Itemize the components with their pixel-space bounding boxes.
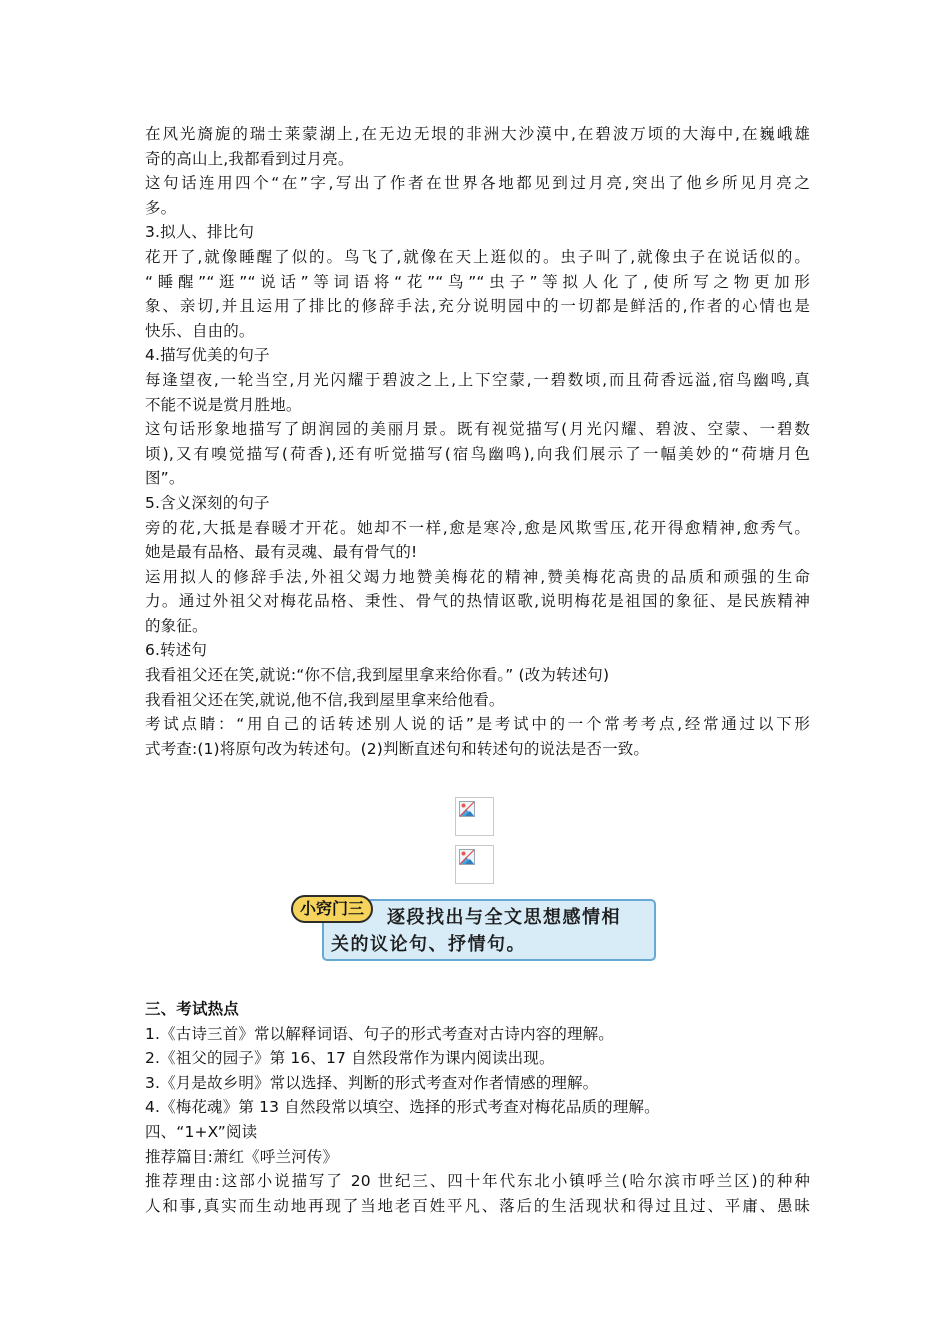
text-line: 图”。 <box>145 469 185 488</box>
text-line: 我看祖父还在笑,就说,他不信,我到屋里拿来给他看。 <box>145 690 505 709</box>
section-heading: 四、“1+X”阅读 <box>145 1122 258 1141</box>
text-line: 快乐、自由的。 <box>145 321 255 340</box>
document-body <box>145 122 810 761</box>
tip-tag: 小窍门三 <box>291 895 373 923</box>
broken-image-icon <box>459 849 475 865</box>
section-heading: 3.拟人、排比句 <box>145 223 254 242</box>
text-line: 她是最有品格、最有灵魂、最有骨气的! <box>145 543 418 562</box>
broken-image-icon <box>459 801 475 817</box>
text-line: 运用拟人的修辞手法,外祖父竭力地赞美梅花的精神,赞美梅花高贵的品质和顽强的生命 <box>145 567 810 586</box>
text-line: 多。 <box>145 198 177 217</box>
text-line: “睡醒”“逛”“说话”等词语将“花”“鸟”“虫子”等拟人化了,使所写之物更加形 <box>145 272 810 291</box>
section-heading: 4.描写优美的句子 <box>145 346 270 365</box>
text-line: 花开了,就像睡醒了似的。鸟飞了,就像在天上逛似的。虫子叫了,就像虫子在说话似的。 <box>145 247 810 266</box>
text-line: 人和事,真实而生动地再现了当地老百姓平凡、落后的生活现状和得过且过、平庸、愚昧 <box>145 1196 810 1215</box>
text-line: 的象征。 <box>145 616 208 635</box>
broken-image-placeholder <box>455 845 494 884</box>
tip-banner <box>291 893 657 963</box>
list-item: 4.《梅花魂》第 13 自然段常以填空、选择的形式考查对梅花品质的理解。 <box>145 1098 660 1117</box>
text-line: 象、亲切,并且运用了排比的修辞手法,充分说明园中的一切都是鲜活的,作者的心情也是 <box>145 297 810 316</box>
list-item: 3.《月是故乡明》常以选择、判断的形式考查对作者情感的理解。 <box>145 1073 599 1092</box>
list-item: 1.《古诗三首》常以解释词语、句子的形式考查对古诗内容的理解。 <box>145 1024 614 1043</box>
document-body-continued <box>145 997 810 1218</box>
text-line: 推荐篇目:萧红《呼兰河传》 <box>145 1147 339 1166</box>
text-line: 在风光旖旎的瑞士莱蒙湖上,在无边无垠的非洲大沙漠中,在碧波万顷的大海中,在巍峨雄 <box>145 125 810 143</box>
text-line: 这句话连用四个“在”字,写出了作者在世界各地都见到过月亮,突出了他乡所见月亮之 <box>145 174 810 193</box>
tip-text-line: 关的议论句、抒情句。 <box>331 934 526 955</box>
text-line: 这句话形象地描写了朗润园的美丽月景。既有视觉描写(月光闪耀、碧波、空蒙、一碧数 <box>145 420 810 439</box>
text-line: 推荐理由:这部小说描写了 20 世纪三、四十年代东北小镇呼兰(哈尔滨市呼兰区)的种种 <box>145 1172 810 1191</box>
section-heading: 5.含义深刻的句子 <box>145 493 270 512</box>
text-line: 旁的花,大抵是春暖才开花。她却不一样,愈是寒冷,愈是风欺雪压,花开得愈精神,愈秀气。 <box>145 518 810 537</box>
text-line: 我看祖父还在笑,就说:“你不信,我到屋里拿来给你看。” (改为转述句) <box>145 666 610 685</box>
text-line: 式考查:(1)将原句改为转述句。(2)判断直述句和转述句的说法是否一致。 <box>145 739 650 758</box>
text-line: 不能不说是赏月胜地。 <box>145 395 302 414</box>
text-line: 顷),又有嗅觉描写(荷香),还有听觉描写(宿鸟幽鸣),向我们展示了一幅美妙的“荷塘月色 <box>145 444 810 463</box>
text-line: 每逢望夜,一轮当空,月光闪耀于碧波之上,上下空蒙,一碧数顷,而且荷香远溢,宿鸟幽鸣,真 <box>145 370 810 389</box>
text-line: 考试点睛：“用自己的话转述别人说的话”是考试中的一个常考考点,经常通过以下形 <box>145 715 810 734</box>
list-item: 2.《祖父的园子》第 16、17 自然段常作为课内阅读出现。 <box>145 1049 555 1068</box>
text-line: 奇的高山上,我都看到过月亮。 <box>145 149 354 168</box>
section-heading: 6.转述句 <box>145 641 208 660</box>
broken-image-placeholder <box>455 797 494 836</box>
text-line: 力。通过外祖父对梅花品格、秉性、骨气的热情讴歌,说明梅花是祖国的象征、是民族精神 <box>145 592 810 611</box>
tip-text-line: 逐段找出与全文思想感情相 <box>387 907 621 928</box>
section-heading: 三、考试热点 <box>145 1000 239 1018</box>
